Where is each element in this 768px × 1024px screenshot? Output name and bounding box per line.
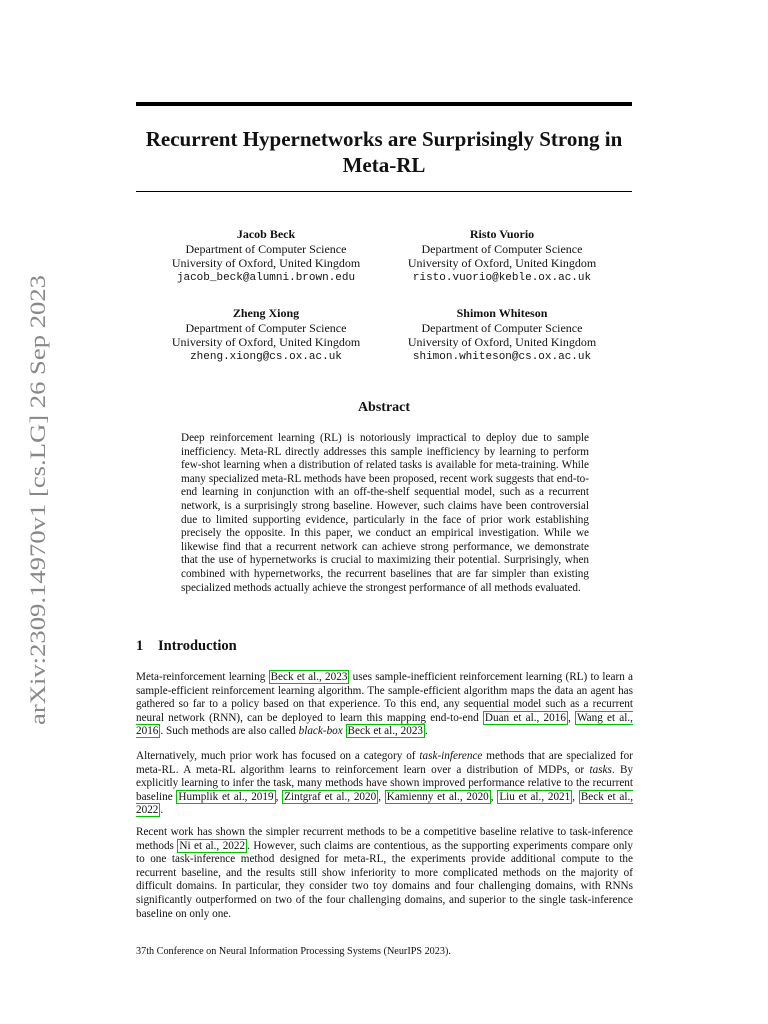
citation-link[interactable]: Kamienny et al., 2020 <box>386 790 489 803</box>
author-department: Department of Computer Science <box>185 320 347 335</box>
citation-link[interactable]: Wang et al., 2016 <box>136 711 633 738</box>
author-name: Shimon Whiteson <box>456 306 548 320</box>
author-email[interactable]: jacob_beck@alumni.brown.edu <box>176 271 356 284</box>
arxiv-side-stamp <box>14 270 56 730</box>
conference-footnote: 37th Conference on Neural Information Processing Systems (NeurIPS 2023). <box>136 946 451 957</box>
author-affiliation: University of Oxford, United Kingdom <box>407 256 597 270</box>
top-rule <box>136 102 632 106</box>
citation-link[interactable]: Beck et al., 2023 <box>347 725 424 738</box>
title-rule <box>136 191 632 192</box>
author-email[interactable]: risto.vuorio@keble.ox.ac.uk <box>412 271 592 284</box>
citation-link[interactable]: Beck et al., 2023 <box>270 671 348 683</box>
citation-link[interactable]: Zintgraf et al., 2020 <box>284 790 377 803</box>
section-title: Introduction <box>158 638 237 654</box>
title-line-1: Recurrent Hypernetworks are Surprisingly Strong in <box>145 127 623 151</box>
author-name: Risto Vuorio <box>469 227 535 241</box>
emphasis-text: black-box <box>298 725 343 738</box>
author-department: Department of Computer Science <box>421 320 583 335</box>
citation-link[interactable]: Humplik et al., 2019 <box>178 790 274 803</box>
intro-paragraph-3: Recent work has shown the simpler recurrent methods to be a competitive baseline relative to task-inference methods Ni et al., 2022 . However, such claims are contentious, as the supporting experiments compare only to one task-inference method designed for meta-RL, the experiments provide additional compute to the recurrent baseline, and the results still show inferiority to more complicated methods on the majority of difficult domains. In particular, they consider two toy domains and four challenging domains, with RNNs significantly outperformed on two of the four challenging domains, and superior to the single task-inference baseline on only one. <box>136 826 633 920</box>
abstract-heading: Abstract <box>357 400 411 415</box>
author-email[interactable]: shimon.whiteson@cs.ox.ac.uk <box>412 350 592 363</box>
emphasis-text: tasks <box>589 763 612 776</box>
author-block <box>148 306 384 364</box>
paper-title <box>136 126 632 178</box>
author-block <box>384 227 620 285</box>
section-heading <box>136 638 237 655</box>
author-affiliation: University of Oxford, United Kingdom <box>171 256 361 270</box>
author-department: Department of Computer Science <box>421 241 583 256</box>
title-line-2: Meta-RL <box>342 153 426 177</box>
section-number: 1 <box>136 638 144 654</box>
intro-paragraph-2: Alternatively, much prior work has focused on a category of task-inference methods that are specialized for meta-RL. A meta-RL algorithm learns to reinforcement learn over a distribution of MDPs, or tasks. By explicitly learning to infer the task, many methods have shown improved performance relative to the recurrent baseline Humplik et al., 2019 , Zintgraf et al., 2020 , Kamienny et al., 2020 , Liu et al., 2021 , Beck et al., 2022 . <box>136 750 634 817</box>
citation-link[interactable]: Duan et al., 2016 <box>484 711 566 724</box>
author-department: Department of Computer Science <box>185 241 347 256</box>
citation-link[interactable]: Ni et al., 2022 <box>179 839 246 852</box>
author-email[interactable]: zheng.xiong@cs.ox.ac.uk <box>190 350 342 363</box>
author-affiliation: University of Oxford, United Kingdom <box>407 335 597 349</box>
citation-link[interactable]: Liu et al., 2021 <box>499 790 571 803</box>
author-block <box>384 306 620 364</box>
author-block <box>148 227 384 285</box>
citation-link[interactable]: Beck et al., 2022 <box>136 790 634 817</box>
author-affiliation: University of Oxford, United Kingdom <box>171 335 361 349</box>
author-name: Jacob Beck <box>236 227 296 241</box>
abstract-text: Deep reinforcement learning (RL) is notoriously impractical to deploy due to sample inefficiency. Meta-RL directly addresses this sample inefficiency by learning to perform few-shot learning when a distribution of related tasks is available for meta-training. While many specialized meta-RL methods have been proposed, recent work suggests that end-to-end learning in conjunction with an off-the-shelf sequential model, such as a recurrent network, is a surprisingly strong baseline. However, such claims have been controversial due to limited supporting evidence, particularly in the face of prior work establishing precisely the opposite. In this paper, we conduct an empirical investigation. While we likewise find that a recurrent network can achieve strong performance, we demonstrate that the use of hypernetworks is crucial to maximizing their potential. Surprisingly, when combined with hypernetworks, the recurrent baselines that are far simpler than existing specialized methods actually achieve the strongest performance of all methods evaluated. <box>181 432 589 594</box>
intro-paragraph-1: Meta-reinforcement learning Beck et al., 2023 uses sample-inefficient reinforcement learning (RL) to learn a sample-efficient reinforcement learning algorithm. The sample-efficient algorithm maps the data an agent has gathered so far to a policy based on that experience. To this end, any sequential model such as a recurrent neural network (RNN), can be deployed to learn this mapping end-to-end Duan et al., 2016 , Wang et al., 2016 . Such methods are also called black-box Beck et al., 2023 . <box>136 671 633 738</box>
arxiv-stamp-text: arXiv:2309.14970v1 [cs.LG] 26 Sep 2023 <box>25 353 50 725</box>
emphasis-text: task-inference <box>419 750 483 762</box>
author-name: Zheng Xiong <box>232 306 300 320</box>
